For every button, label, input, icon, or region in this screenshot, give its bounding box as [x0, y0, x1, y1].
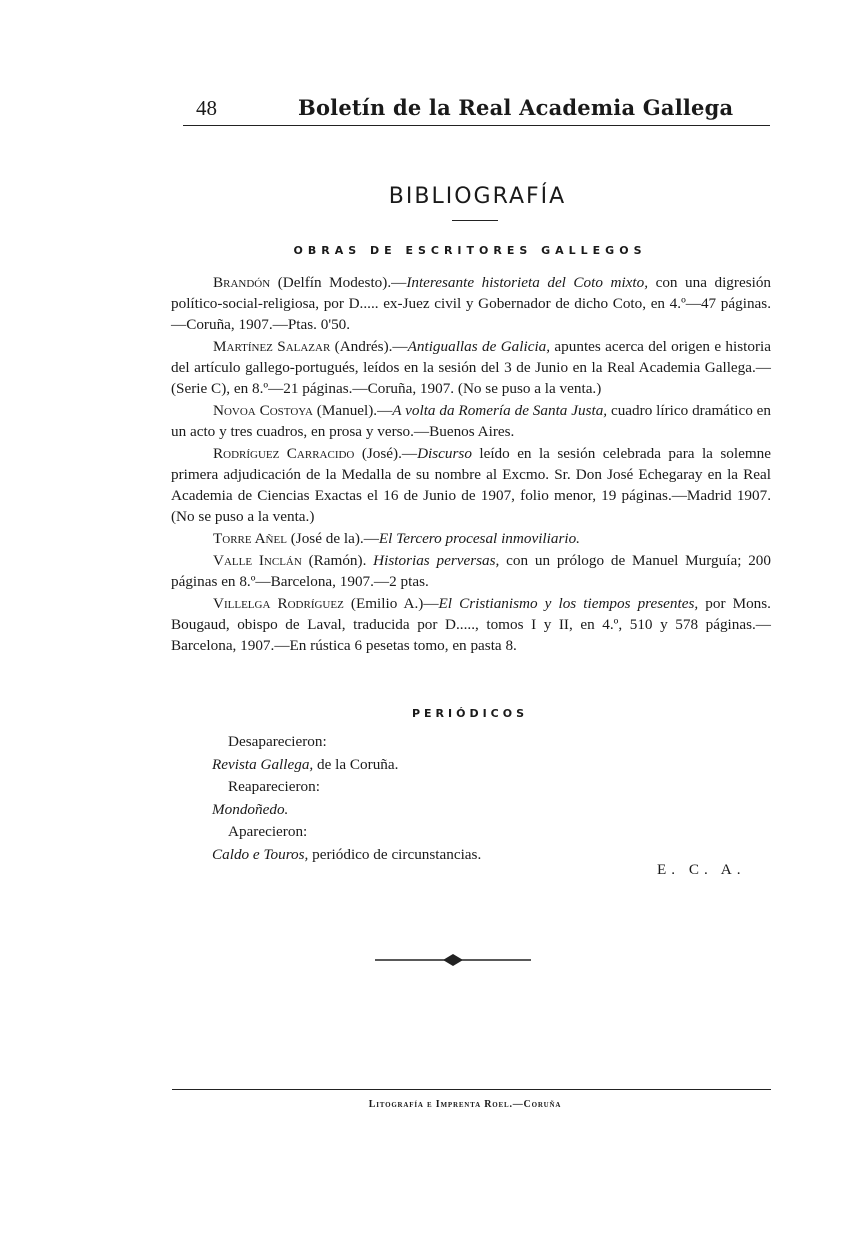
bibliography-entry [171, 272, 771, 335]
running-title: Boletín de la Real Academia Gallega [298, 95, 734, 120]
desaparecieron-item [212, 754, 772, 777]
entry-author: Rodríguez Carracido [213, 445, 355, 462]
reaparecieron-label: Reaparecieron: [228, 778, 320, 795]
entry-description: apuntes acerca del origen e historia del artículo gallego-portugués, leídos en la sesión del 3 de Junio en la Real Academia Gallega.—(Serie C), en 8.º—21 páginas.—Coruña, 1907. (No se puso a la venta.) [171, 338, 771, 397]
bibliography-entry [171, 443, 771, 527]
bibliography-list [171, 272, 771, 656]
bibliography-entry [171, 336, 771, 399]
section-subtitle: OBRAS DE ESCRITORES GALLEGOS [293, 244, 647, 257]
entry-title: Historias perversas, [373, 552, 500, 569]
entry-description: con un prólogo de Manuel Murguía; 200 páginas en 8.º—Barcelona, 1907.—2 ptas. [171, 552, 771, 590]
entry-description: con una digresión político-social-religiosa, por D..... ex-Juez civil y Gobernador de dicho Coto, en 4.º—47 páginas.—Coruña, 1907.—Ptas. 0'50. [171, 274, 772, 333]
entry-title: El Cristianismo y los tiempos presentes, [438, 595, 699, 612]
header-rule [183, 125, 770, 126]
periodicos-list [212, 731, 772, 866]
periodicos-heading: PERIÓDICOS [411, 707, 529, 720]
entry-author: Martínez Salazar [213, 338, 331, 355]
entry-author-detail: (José).— [354, 445, 418, 462]
entry-author-detail: (Andrés).— [330, 338, 408, 355]
bibliography-entry [171, 400, 771, 442]
entry-author-detail: (Emilio A.)— [343, 595, 439, 612]
ornament-divider-icon [375, 952, 531, 968]
entry-description: leído en la sesión celebrada para la solemne primera adjudicación de la Medalla de su nombre al Excmo. Sr. Don José Echegaray en la Real Academia de Ciencias Exactas el 16 de Junio de 1907, folio menor, 19 páginas.—Madrid 1907. (No se puso a la venta.) [171, 445, 771, 525]
entry-author: Novoa Costoya [213, 402, 313, 419]
entry-description: cuadro lírico dramático en un acto y tres cuadros, en prosa y verso.—Buenos Aires. [171, 402, 771, 440]
entry-title: El Tercero procesal inmoviliario. [378, 530, 580, 547]
periodical-title: Revista Gallega, [212, 755, 314, 773]
periodical-title: Caldo e Touros, [212, 845, 309, 863]
entry-author-detail: (Manuel).— [312, 402, 393, 419]
entry-author-detail: (Delfín Modesto).— [270, 274, 407, 291]
footer-rule [172, 1089, 771, 1090]
title-rule [452, 220, 498, 221]
entry-title: Interesante historieta del Coto mixto, [406, 274, 649, 291]
reaparecieron-item [212, 799, 772, 822]
entry-author: Brandón [213, 274, 271, 291]
aparecieron-label: Aparecieron: [228, 823, 308, 840]
printer-imprint: Litografía e Imprenta Roel.—Coruña [368, 1099, 562, 1110]
periodical-detail: periódico de circunstancias. [308, 845, 482, 863]
entry-title: Antiguallas de Galicia, [407, 338, 551, 355]
entry-author: Villelga Rodríguez [213, 595, 344, 612]
bibliography-entry [171, 550, 771, 592]
entry-title: Discurso [417, 445, 472, 462]
entry-author-detail: (Ramón). [301, 552, 374, 569]
bibliography-entry [171, 528, 771, 549]
bibliography-entry [171, 593, 771, 656]
entry-description: por Mons. Bougaud, obispo de Laval, traducida por D....., tomos I y II, en 4.º, 510 y 578 páginas.—Barcelona, 1907.—En rústica 6 pesetas tomo, en pasta 8. [171, 595, 771, 654]
signature: E. C. A. [657, 861, 746, 878]
entry-author: Valle Inclán [213, 552, 302, 569]
page-number: 48 [196, 96, 217, 120]
section-title: BIBLIOGRAFÍA [388, 184, 567, 209]
entry-title: A volta da Romería de Santa Justa, [392, 402, 608, 419]
periodical-title: Mondoñedo. [212, 800, 289, 818]
entry-author: Torre Añel [213, 530, 287, 547]
desaparecieron-label: Desaparecieron: [228, 733, 327, 750]
entry-author-detail: (José de la).— [286, 530, 379, 547]
periodical-detail: de la Coruña. [313, 755, 399, 773]
